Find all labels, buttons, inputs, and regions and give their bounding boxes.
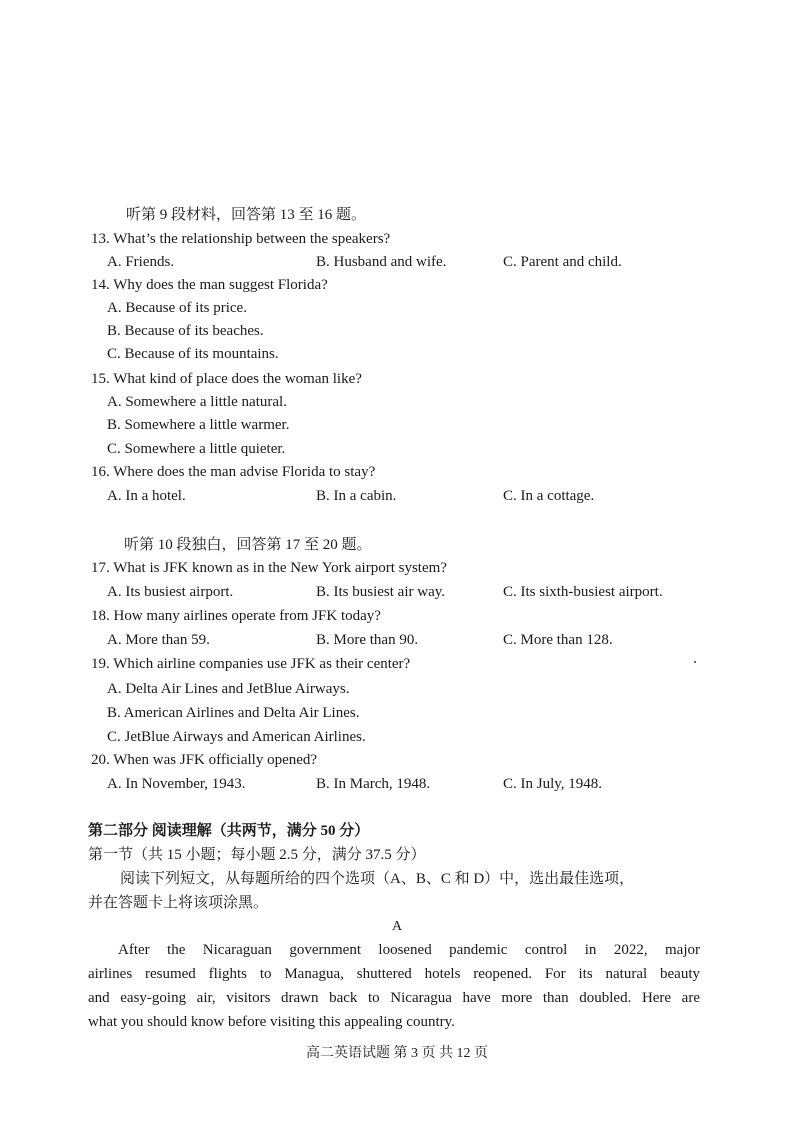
question-20-option-a: A. In November, 1943. — [107, 776, 246, 792]
passage-label: A — [391, 919, 403, 934]
question-20-stem: 20. When was JFK officially opened? — [91, 752, 318, 768]
question-20-option-c: C. In July, 1948. — [503, 776, 603, 792]
question-17-option-a: A. Its busiest airport. — [107, 584, 234, 600]
question-19-stem: 19. Which airline companies use JFK as their center? — [91, 656, 411, 672]
question-14-option-a: A. Because of its price. — [107, 300, 247, 316]
question-17-option-c: C. Its sixth-busiest airport. — [503, 584, 663, 600]
question-15-option-a: A. Somewhere a little natural. — [107, 394, 287, 410]
question-18-option-b: B. More than 90. — [316, 632, 419, 648]
question-17-stem: 17. What is JFK known as in the New York airport system? — [91, 560, 447, 576]
question-15-stem: 15. What kind of place does the woman like? — [91, 371, 362, 387]
stray-dot-mark — [694, 661, 696, 663]
question-13-option-c: C. Parent and child. — [503, 254, 622, 270]
question-20-option-b: B. In March, 1948. — [316, 776, 431, 792]
passage-paragraph — [88, 938, 700, 1034]
question-19-option-a: A. Delta Air Lines and JetBlue Airways. — [107, 681, 350, 697]
question-17-option-b: B. Its busiest air way. — [316, 584, 446, 600]
passage-line-3: and easy-going air, visitors drawn back to Nicaragua have more than doubled. Here are — [88, 990, 700, 1006]
passage-line-1: After the Nicaraguan government loosened pandemic control in 2022, major — [118, 942, 700, 958]
page-footer: 高二英语试题 第 3 页 共 12 页 — [306, 1046, 488, 1061]
part-2-title: 第二部分 阅读理解（共两节，满分 50 分） — [88, 823, 370, 839]
instructions-line-1: 阅读下列短文，从每题所给的四个选项（A、B、C 和 D）中，选出最佳选项， — [120, 871, 635, 887]
instructions-line-2: 并在答题卡上将该项涂黑。 — [88, 895, 269, 911]
question-13-stem: 13. What’s the relationship between the speakers? — [91, 231, 391, 247]
question-19-option-c: C. JetBlue Airways and American Airlines. — [107, 729, 366, 745]
passage-line-4: what you should know before visiting this appealing country. — [88, 1014, 455, 1030]
question-15-option-c: C. Somewhere a little quieter. — [107, 441, 286, 457]
question-15-option-b: B. Somewhere a little warmer. — [107, 417, 290, 433]
question-18-stem: 18. How many airlines operate from JFK today? — [91, 608, 381, 624]
question-16-stem: 16. Where does the man advise Florida to stay? — [91, 464, 376, 480]
question-14-option-c: C. Because of its mountains. — [107, 346, 279, 362]
question-14-stem: 14. Why does the man suggest Florida? — [91, 277, 328, 293]
passage-line-2: airlines resumed flights to Managua, shuttered hotels reopened. For its natural beauty — [88, 966, 700, 982]
question-18-option-a: A. More than 59. — [107, 632, 210, 648]
section-10-intro: 听第 10 段独白，回答第 17 至 20 题。 — [124, 537, 372, 553]
question-16-option-c: C. In a cottage. — [503, 488, 595, 504]
question-19-option-b: B. American Airlines and Delta Air Lines. — [107, 705, 360, 721]
section-1-title: 第一节（共 15 小题；每小题 2.5 分，满分 37.5 分） — [88, 847, 426, 863]
section-9-intro: 听第 9 段材料，回答第 13 至 16 题。 — [126, 207, 367, 223]
question-16-option-a: A. In a hotel. — [107, 488, 186, 504]
question-16-option-b: B. In a cabin. — [316, 488, 397, 504]
question-13-option-b: B. Husband and wife. — [316, 254, 447, 270]
question-13-option-a: A. Friends. — [107, 254, 175, 270]
question-18-option-c: C. More than 128. — [503, 632, 613, 648]
question-14-option-b: B. Because of its beaches. — [107, 323, 264, 339]
